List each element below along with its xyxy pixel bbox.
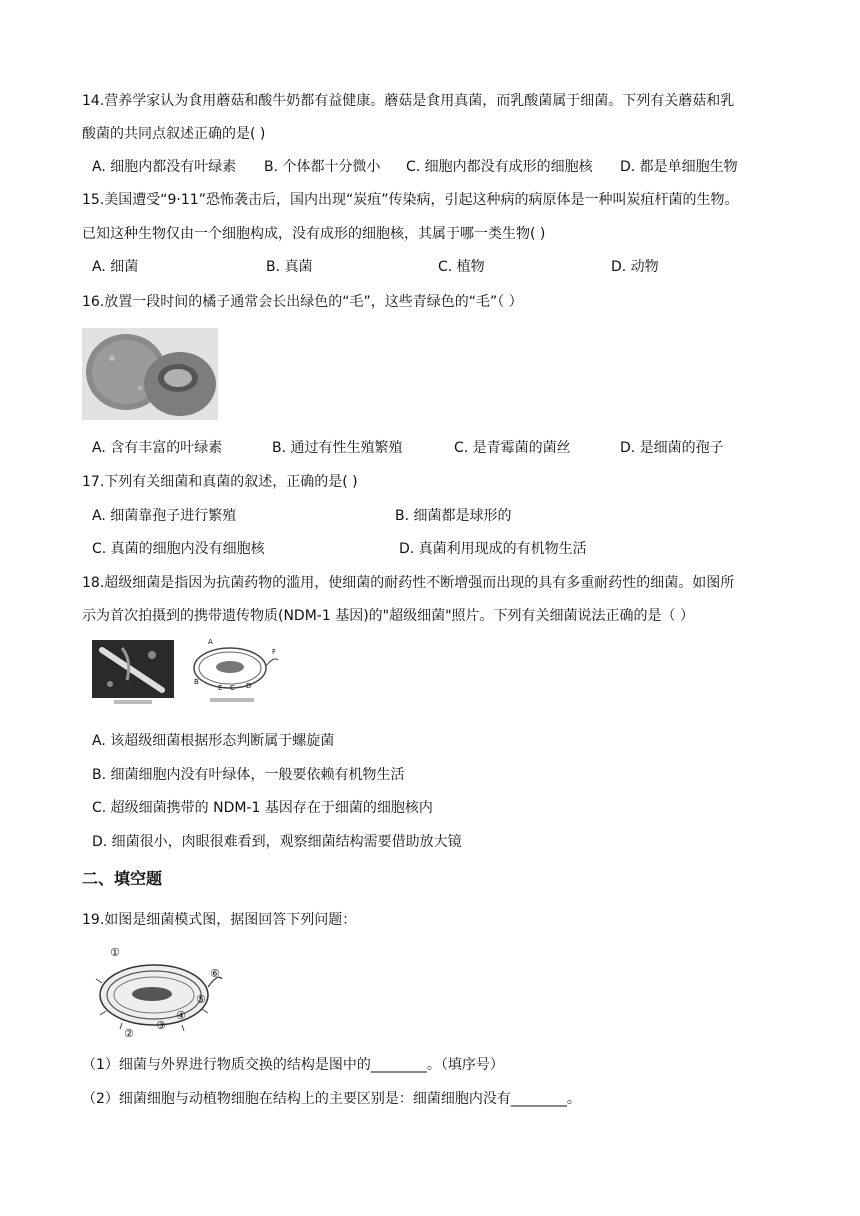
orange-photo: [82, 328, 218, 420]
q16-option-d: D. 是细菌的孢子: [620, 440, 724, 456]
q15-option-d: D. 动物: [611, 259, 659, 275]
q17-option-a: A. 细菌靠孢子进行繁殖: [92, 508, 237, 524]
q18-option-c: C. 超级细菌携带的 NDM-1 基因存在于细菌的细胞核内: [92, 800, 433, 816]
q14-option-a: A. 细胞内都没有叶绿素: [92, 159, 237, 175]
q16-option-c: C. 是青霉菌的菌丝: [454, 440, 571, 456]
q19-sub2: （2）细菌细胞与动植物细胞在结构上的主要区别是：细菌细胞内没有________。: [82, 1091, 581, 1107]
q18-stem-line2: 示为首次拍摄到的携带遗传物质(NDM-1 基因)的"超级细菌"照片。下列有关细菌说法正确的是（ ）: [82, 608, 694, 624]
fig19-label-6: ⑥: [210, 967, 220, 980]
q17-option-b: B. 细菌都是球形的: [395, 508, 512, 524]
q17-option-d: D. 真菌利用现成的有机物生活: [399, 541, 587, 557]
fig19-label-5: ⑤: [196, 993, 206, 1006]
q18-option-a: A. 该超级细菌根据形态判断属于螺旋菌: [92, 733, 335, 749]
q15-option-c: C. 植物: [438, 259, 485, 275]
q16-stem-line1: 16.放置一段时间的橘子通常会长出绿色的“毛”，这些青绿色的“毛”（ ）: [82, 294, 523, 310]
fig-label-a: A: [208, 638, 213, 646]
bacteria-structure-diagram-small: [190, 638, 280, 708]
bacteria-model-diagram: [92, 943, 232, 1043]
q14-stem-line1: 14.营养学家认为食用蘑菇和酸牛奶都有益健康。蘑菇是食用真菌，而乳酸菌属于细菌。下列有关蘑菇和乳: [82, 93, 735, 109]
q19-sub1: （1）细菌与外界进行物质交换的结构是图中的________。（填序号）: [82, 1057, 504, 1073]
q14-option-d: D. 都是单细胞生物: [620, 159, 738, 175]
q15-stem-line2: 已知这种生物仅由一个细胞构成，没有成形的细胞核，其属于哪一类生物( ): [82, 226, 546, 242]
fig-label-b: B: [194, 678, 199, 686]
superbug-photo: [92, 640, 174, 706]
section-heading: 二、填空题: [82, 869, 163, 888]
q14-option-b: B. 个体都十分微小: [264, 159, 381, 175]
q16-option-a: A. 含有丰富的叶绿素: [92, 440, 223, 456]
q17-option-c: C. 真菌的细胞内没有细胞核: [92, 541, 265, 557]
fig-label-e: E: [218, 684, 223, 692]
q19-stem-line1: 19.如图是细菌模式图，据图回答下列问题：: [82, 912, 357, 928]
q15-option-b: B. 真菌: [266, 259, 313, 275]
fig-label-c: C: [230, 684, 235, 692]
fig19-label-2: ②: [124, 1027, 134, 1040]
fig-label-d: D: [246, 682, 252, 690]
q16-option-b: B. 通过有性生殖繁殖: [272, 440, 403, 456]
q17-stem-line1: 17.下列有关细菌和真菌的叙述，正确的是( ): [82, 474, 358, 490]
fig19-label-1: ①: [110, 946, 120, 959]
q18-option-b: B. 细菌细胞内没有叶绿体，一般要依赖有机物生活: [92, 767, 405, 783]
q15-stem-line1: 15.美国遭受“9·11”恐怖袭击后，国内出现“炭疽”传染病，引起这种病的病原体是一种叫炭疽杆菌的生物。: [82, 192, 739, 208]
q15-option-a: A. 细菌: [92, 259, 139, 275]
fig19-label-4: ④: [176, 1009, 186, 1022]
q14-option-c: C. 细胞内都没有成形的细胞核: [406, 159, 593, 175]
fig19-label-3: ③: [156, 1019, 166, 1032]
q18-option-d: D. 细菌很小，肉眼很难看到，观察细菌结构需要借助放大镜: [92, 834, 462, 850]
q18-stem-line1: 18.超级细菌是指因为抗菌药物的滥用，使细菌的耐药性不断增强而出现的具有多重耐药性的细菌。如图所: [82, 575, 735, 591]
fig-label-f: F: [272, 648, 277, 656]
q14-stem-line2: 酸菌的共同点叙述正确的是( ): [82, 126, 266, 142]
